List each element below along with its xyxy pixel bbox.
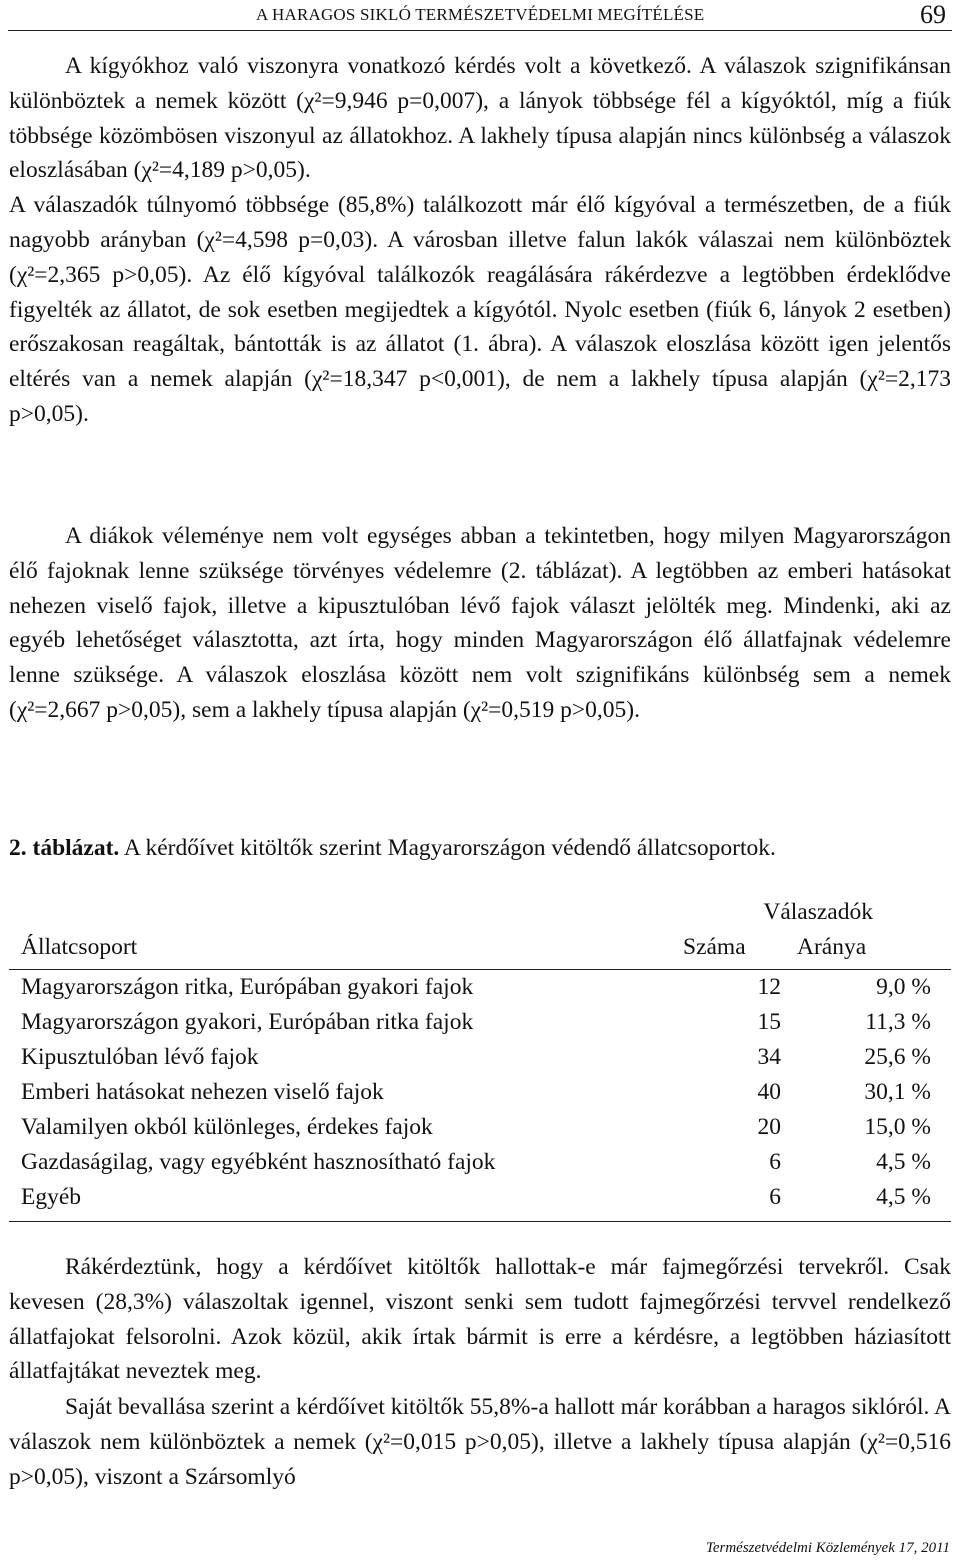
table-row [9,1147,951,1182]
table-caption [9,831,951,866]
cell-ratio: 4,5 % [876,1184,931,1210]
table-row [9,1007,951,1042]
cell-count: 12 [757,974,781,1000]
cell-count: 40 [757,1079,781,1105]
cell-ratio: 25,6 % [864,1044,931,1070]
column-header-group: Állatcsoport [21,934,138,960]
table-row [9,1042,951,1077]
paragraph-meadow-viper-awareness [9,1390,951,1494]
cell-group: Magyarországon gyakori, Európában ritka fajok [21,1009,474,1035]
paragraph-text-3: Rákérdeztünk, hogy a kérdőívet kitöltők hallottak-e már fajmegőrzési tervekről. Csak kevesen (28,3%) válaszoltak igennel, viszont senki sem tudott fajmegőrzési tervvel rendelkező állatfajokat felsorolni. Azok közül, akik írtak bármit is erre a kérdésre, a legtöbben háziasított állatfajtákat neveztek meg. [9,1254,951,1385]
table-row [9,1112,951,1147]
cell-ratio: 15,0 % [864,1114,931,1140]
table-header [9,899,951,970]
running-header [8,0,952,31]
table-row [9,972,951,1007]
table-row [9,1077,951,1112]
journal-footer: Természetvédelmi Közlemények 17, 2011 [705,1540,950,1556]
paragraph-conservation-plans [9,1250,951,1389]
cell-count: 6 [769,1149,781,1175]
cell-group: Magyarországon ritka, Európában gyakori fajok [21,974,474,1000]
cell-group: Kipusztulóban lévő fajok [21,1044,259,1070]
cell-count: 15 [757,1009,781,1035]
table-row [9,1182,951,1217]
cell-group: Emberi hatásokat nehezen viselő fajok [21,1079,384,1105]
protected-groups-table [9,899,951,1222]
column-header-count: Száma [683,934,746,960]
cell-group: Valamilyen okból különleges, érdekes fajok [21,1114,433,1140]
table-group-header: Válaszadók [763,899,873,925]
paragraph-snake-attitude [9,49,951,432]
cell-count: 6 [769,1184,781,1210]
paragraph-protection-opinion [9,519,951,728]
cell-group: Egyéb [21,1184,82,1210]
table-caption-label: 2. táblázat. [9,835,120,861]
cell-count: 20 [757,1114,781,1140]
paragraph-text-2: A diákok véleménye nem volt egységes abban a tekintetben, hogy milyen Magyarországon élő fajoknak lenne szüksége törvényes védelemre (2. táblázat). A legtöbben az emberi hatásokat nehezen viselő fajok, illetve a kipusztulóban lévő fajok választ jelölték meg. Mindenki, aki az egyéb lehetőséget választotta, azt írta, hogy minden Magyarországon élő állatfajnak védelemre lenne szüksége. A válaszok eloszlása között nem volt szignifikáns különbség sem a nemek (χ²=2,667 p>0,05), sem a lakhely típusa alapján (χ²=0,519 p>0,05). [9,523,951,723]
paragraph-text-4: Saját bevallása szerint a kérdőívet kitöltők 55,8%-a hallott már korábban a haragos siklóról. A válaszok nem különböztek a nemek (χ²=0,015 p>0,05), illetve a lakhely típusa alapján (χ²=0,516 p>0,05), viszont a Szársomlyó [9,1394,951,1490]
column-header-ratio: Aránya [797,934,867,960]
table-caption-text: A kérdőívet kitöltők szerint Magyarországon védendő állatcsoportok. [123,835,776,861]
page-number: 69 [920,0,946,29]
running-title: A HARAGOS SIKLÓ TERMÉSZETVÉDELMI MEGÍTÉLÉSE [256,5,705,24]
cell-ratio: 30,1 % [864,1079,931,1105]
paragraph-text-1: A kígyókhoz való viszonyra vonatkozó kérdés volt a következő. A válaszok szignifikánsan különböztek a nemek között (χ²=9,946 p=0,007), a lányok többsége fél a kígyóktól, míg a fiúk többsége közömbösen viszonyul az állatokhoz. A lakhely típusa alapján nincs különbség a válaszok eloszlásában (χ²=4,189 p>0,05). A válaszadók túlnyomó többsége (85,8%) találkozott már élő kígyóval a természetben, de a fiúk nagyobb arányban (χ²=4,598 p=0,03). A városban illetve falun lakók válaszai nem különböztek (χ²=2,365 p>0,05). Az élő kígyóval találkozók reagálására rákérdezve a legtöbben érdeklődve figyelték az állatot, de sok esetben megijedtek a kígyótól. Nyolc esetben (fiúk 6, lányok 2 esetben) erőszakosan reagáltak, bántották is az állatot (1. ábra). A válaszok eloszlása között igen jelentős eltérés van a nemek alapján (χ²=18,347 p<0,001), de nem a lakhely típusa alapján (χ²=2,173 p>0,05). [9,53,951,427]
cell-group: Gazdaságilag, vagy egyébként hasznosítható fajok [21,1149,496,1175]
cell-ratio: 4,5 % [876,1149,931,1175]
cell-ratio: 11,3 % [865,1009,931,1035]
cell-ratio: 9,0 % [876,974,931,1000]
table-body [9,970,951,1222]
cell-count: 34 [757,1044,781,1070]
